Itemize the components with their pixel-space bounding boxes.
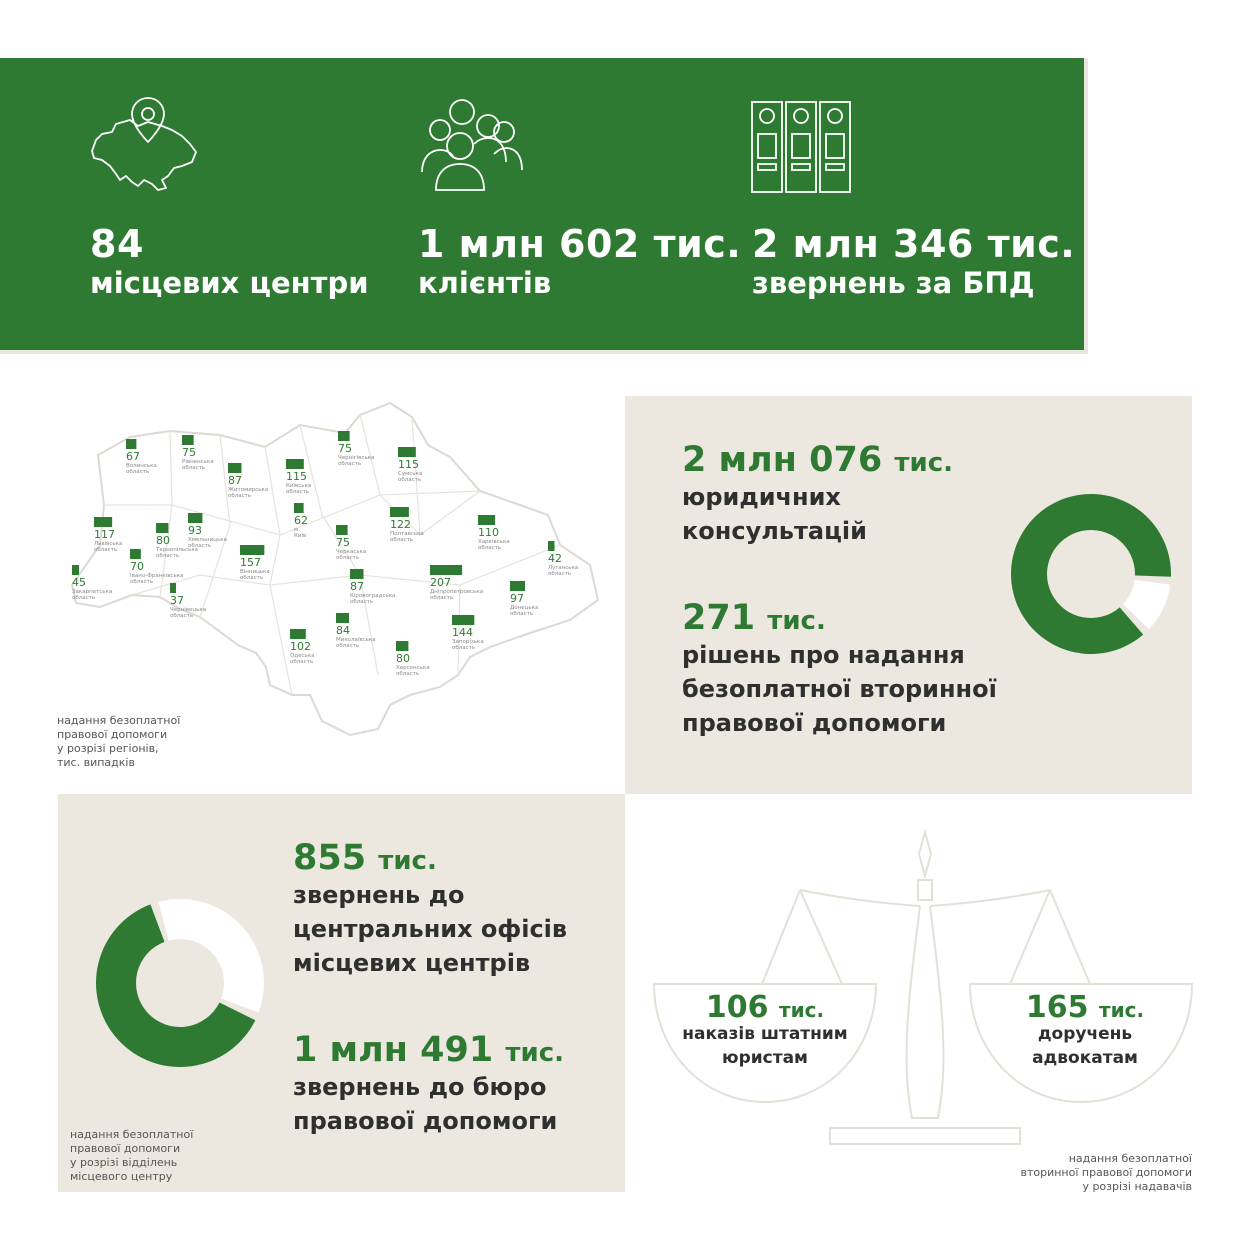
- people-group-icon: [412, 96, 527, 196]
- region-value-label: 110: [478, 526, 499, 539]
- region-name-label: Волинська: [126, 463, 157, 469]
- consultations-value: 2 млн 076: [682, 440, 883, 480]
- region-value-label: 45: [72, 576, 86, 589]
- region-bar: [398, 447, 416, 457]
- region-bar: [452, 615, 474, 625]
- region-value-label: 67: [126, 450, 140, 463]
- consultations-donut-chart: [1005, 488, 1177, 660]
- region-name-label: Дніпропетровська: [430, 589, 484, 595]
- region-name-label: область: [336, 643, 360, 649]
- region-name-label: область: [182, 465, 206, 471]
- region-value-label: 62: [294, 514, 308, 527]
- stat-value: 84: [90, 222, 144, 266]
- consultations-block: [682, 440, 953, 548]
- region-name-label: область: [452, 645, 476, 651]
- region-bar: [336, 525, 348, 535]
- region-name-label: область: [478, 545, 502, 551]
- note-line: тис. випадків: [57, 756, 135, 769]
- region-bar: [286, 459, 304, 469]
- region-name-label: область: [510, 611, 534, 617]
- region-value-label: 84: [336, 624, 350, 637]
- note-line: надання безоплатної: [57, 714, 181, 727]
- central-appeals-unit: тис.: [378, 846, 437, 876]
- region-name-label: Одеська: [290, 653, 315, 659]
- region-name-label: Донецька: [510, 605, 539, 611]
- banner-bottom-edge: [0, 350, 1088, 354]
- region-value-label: 102: [290, 640, 311, 653]
- region-name-label: область: [430, 595, 454, 601]
- stat-label: місцевих центри: [90, 266, 369, 300]
- region-name-label: м.: [294, 527, 300, 533]
- region-name-label: область: [286, 489, 310, 495]
- note-line: правової допомоги: [57, 728, 168, 741]
- decisions-value: 271: [682, 598, 756, 638]
- ukraine-outline: [72, 403, 598, 735]
- region-value-label: 144: [452, 626, 473, 639]
- bureau-appeals-value: 1 млн 491: [293, 1030, 494, 1070]
- region-value-label: 80: [156, 534, 170, 547]
- decisions-label-1: рішень про надання: [682, 641, 965, 669]
- region-name-label: Вінницька: [240, 569, 270, 575]
- region-bar: [548, 541, 555, 551]
- region-name-label: Харківська: [478, 539, 510, 545]
- staff-lawyers-label-2: юристам: [722, 1048, 808, 1068]
- region-bar: [336, 613, 349, 623]
- region-name-label: область: [338, 461, 362, 467]
- consultations-unit: тис.: [894, 448, 953, 478]
- region-name-label: область: [94, 547, 118, 553]
- note-line: надання безоплатної: [70, 1128, 194, 1141]
- appeals-donut-chart: [92, 895, 268, 1071]
- region-name-label: Рівненська: [182, 459, 214, 465]
- region-name-label: Івано-Франківська: [130, 573, 184, 579]
- region-bar: [338, 431, 350, 441]
- region-name-label: область: [398, 477, 422, 483]
- region-name-label: Львівська: [94, 541, 123, 547]
- note-line: у розрізі регіонів,: [57, 742, 159, 755]
- region-value-label: 115: [286, 470, 307, 483]
- region-value-label: 80: [396, 652, 410, 665]
- staff-lawyers-value: 106: [705, 990, 769, 1025]
- ukraine-map-pin-icon: [86, 96, 201, 196]
- decisions-unit: тис.: [767, 606, 826, 636]
- central-appeals-label-1: звернень до: [293, 881, 465, 909]
- donut-slice: [1011, 494, 1171, 654]
- regions-map-chart: [60, 395, 620, 755]
- region-bar: [182, 435, 194, 445]
- region-name-label: область: [228, 493, 252, 499]
- bureau-appeals-block: [293, 1030, 564, 1138]
- region-value-label: 115: [398, 458, 419, 471]
- region-value-label: 75: [182, 446, 196, 459]
- advocates-value: 165: [1025, 990, 1089, 1025]
- region-name-label: область: [130, 579, 154, 585]
- region-name-label: область: [350, 599, 374, 605]
- region-bar: [350, 569, 363, 579]
- region-name-label: Закарпатська: [72, 589, 113, 595]
- stat-appeals: [752, 222, 1075, 300]
- staff-lawyers-label-1: наказів штатним: [682, 1024, 848, 1044]
- region-bar: [72, 565, 79, 575]
- region-value-label: 87: [350, 580, 364, 593]
- region-name-label: Миколаївська: [336, 637, 376, 643]
- stat-label: звернень за БПД: [752, 266, 1035, 300]
- region-value-label: 157: [240, 556, 261, 569]
- region-name-label: Київ: [294, 533, 307, 539]
- staff-lawyers-block: [652, 990, 878, 1070]
- region-bar: [294, 503, 304, 513]
- region-name-label: Сумська: [398, 471, 423, 477]
- banner-edge: [1084, 58, 1088, 354]
- region-bar: [390, 507, 409, 517]
- region-name-label: Черкаська: [336, 549, 367, 555]
- region-bar: [240, 545, 264, 555]
- advocates-block: [972, 990, 1198, 1070]
- region-value-label: 42: [548, 552, 562, 565]
- central-appeals-value: 855: [293, 838, 367, 878]
- stat-clients: [418, 222, 741, 300]
- note-line: правової допомоги: [70, 1142, 181, 1155]
- region-value-label: 117: [94, 528, 115, 541]
- region-bar: [130, 549, 141, 559]
- region-bar: [478, 515, 495, 525]
- providers-chart-note: [960, 1152, 1192, 1194]
- region-value-label: 75: [338, 442, 352, 455]
- consultations-label-1: юридичних: [682, 483, 841, 511]
- region-bar: [188, 513, 202, 523]
- region-bar: [170, 583, 176, 593]
- binders-icon: [748, 100, 858, 195]
- region-bar: [228, 463, 241, 473]
- staff-lawyers-unit: тис.: [779, 998, 825, 1022]
- region-bar: [510, 581, 525, 591]
- advocates-label-2: адвокатам: [1032, 1048, 1138, 1068]
- region-name-label: область: [170, 613, 194, 619]
- donut-slice: [158, 899, 264, 1013]
- region-bar: [290, 629, 306, 639]
- central-appeals-label-2: центральних офісів: [293, 915, 568, 943]
- region-name-label: область: [396, 671, 420, 677]
- advocates-unit: тис.: [1099, 998, 1145, 1022]
- decisions-label-2: безоплатної вторинної: [682, 675, 997, 703]
- region-name-label: Запорізька: [452, 639, 484, 645]
- region-name-label: область: [290, 659, 314, 665]
- note-line: місцевого центру: [70, 1170, 173, 1183]
- region-value-label: 37: [170, 594, 184, 607]
- stat-value: 2 млн 346 тис.: [752, 222, 1076, 266]
- region-name-label: область: [188, 543, 212, 549]
- decisions-block: [682, 598, 997, 740]
- bureau-appeals-label-1: звернень до бюро: [293, 1073, 547, 1101]
- region-bar: [94, 517, 112, 527]
- region-value-label: 207: [430, 576, 451, 589]
- region-name-label: область: [240, 575, 264, 581]
- region-name-label: Тернопільська: [156, 547, 199, 553]
- central-appeals-label-3: місцевих центрів: [293, 949, 531, 977]
- region-name-label: Чернігівська: [338, 455, 375, 461]
- region-name-label: область: [156, 553, 180, 559]
- region-name-label: область: [126, 469, 150, 475]
- bureau-appeals-unit: тис.: [505, 1038, 564, 1068]
- region-name-label: Хмельницька: [188, 537, 227, 543]
- central-appeals-block: [293, 838, 567, 980]
- region-value-label: 97: [510, 592, 524, 605]
- stat-label: клієнтів: [418, 266, 552, 300]
- region-name-label: область: [390, 537, 414, 543]
- appeals-chart-note: [70, 1128, 193, 1184]
- region-value-label: 93: [188, 524, 202, 537]
- regions-chart-note: [57, 714, 180, 770]
- region-bar: [396, 641, 408, 651]
- note-line: у розрізі надавачів: [1082, 1180, 1192, 1193]
- decisions-label-3: правової допомоги: [682, 709, 947, 737]
- advocates-label-1: доручень: [1037, 1024, 1133, 1044]
- region-name-label: Полтавська: [390, 531, 424, 537]
- note-line: у розрізі відділень: [70, 1156, 178, 1169]
- region-name-label: Кіровоградська: [350, 593, 396, 599]
- region-name-label: область: [548, 571, 572, 577]
- bureau-appeals-label-2: правової допомоги: [293, 1107, 558, 1135]
- region-value-label: 70: [130, 560, 144, 573]
- region-name-label: Житомирська: [228, 487, 269, 493]
- region-name-label: Чернівецька: [170, 607, 207, 613]
- stat-local-centers: [90, 222, 369, 300]
- region-value-label: 75: [336, 536, 350, 549]
- consultations-label-2: консультацій: [682, 517, 867, 545]
- region-name-label: область: [72, 595, 96, 601]
- region-bar: [430, 565, 462, 575]
- region-name-label: Луганська: [548, 565, 579, 571]
- note-line: вторинної правової допомоги: [1020, 1166, 1192, 1179]
- region-bar: [126, 439, 136, 449]
- region-name-label: область: [336, 555, 360, 561]
- note-line: надання безоплатної: [1068, 1152, 1192, 1165]
- region-name-label: Херсонська: [396, 665, 430, 671]
- region-bar: [156, 523, 168, 533]
- region-name-label: Київська: [286, 483, 312, 489]
- region-value-label: 122: [390, 518, 411, 531]
- stat-value: 1 млн 602 тис.: [418, 222, 742, 266]
- region-value-label: 87: [228, 474, 242, 487]
